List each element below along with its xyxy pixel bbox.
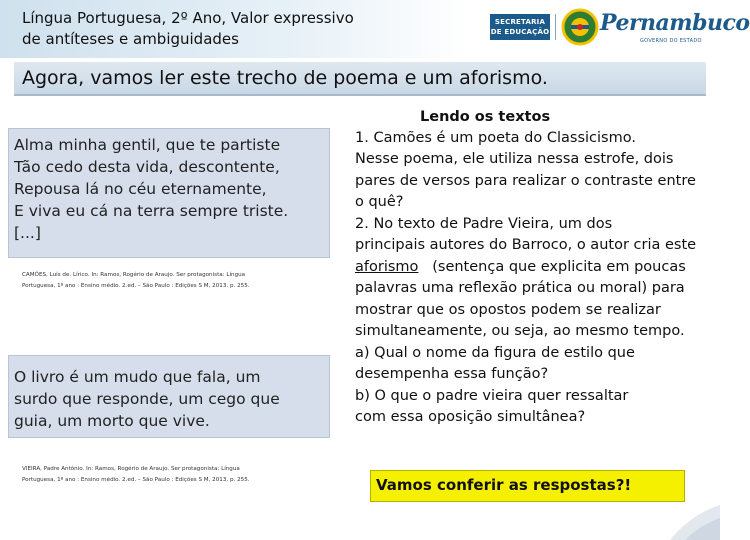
header-title-line-2: de antíteses e ambiguidades <box>22 30 239 48</box>
subtitle-text: Agora, vamos ler este trecho de poema e um aforismo. <box>22 67 548 89</box>
aphorism-citation-line-2: Portuguesa, 1º ano : Ensino médio. 2.ed. – São Paulo : Edições S M, 2013. p. 255. <box>22 477 250 483</box>
reading-line: palavras uma reflexão prática ou moral) para <box>355 280 685 296</box>
aphorism-line: O livro é um mudo que fala, um <box>14 368 261 386</box>
corner-decoration-icon <box>660 500 720 540</box>
reading-line: desempenha essa função? <box>355 366 549 382</box>
reading-heading: Lendo os textos <box>420 109 551 125</box>
slide-header <box>0 0 750 58</box>
state-seal-icon <box>560 7 600 47</box>
reading-line: com essa oposição simultânea? <box>355 409 586 425</box>
poem-line: Repousa lá no céu eternamente, <box>14 180 267 198</box>
header-title-band <box>0 0 470 58</box>
poem-citation-line-2: Portuguesa, 1º ano : Ensino médio. 2.ed. – São Paulo : Edições S M, 2013. p. 255. <box>22 283 250 289</box>
secretaria-logo-line-1: SECRETARIA <box>494 18 546 26</box>
reading-line: 1. Camões é um poeta do Classicismo. <box>355 130 636 146</box>
aforismo-word: aforismo <box>355 259 419 275</box>
reading-line-aforismo <box>355 257 686 278</box>
aphorism-line: surdo que responde, um cego que <box>14 390 280 408</box>
poem-line: [...] <box>14 224 41 242</box>
pernambuco-logo: Pernambuco <box>600 10 750 36</box>
check-answers-button[interactable] <box>370 470 685 502</box>
subtitle-bar <box>14 62 706 96</box>
aphorism-box <box>8 355 330 438</box>
aphorism-citation-line-1: VIEIRA, Padre Antônio. In: Ramos, Rogério de Araujo. Ser protagonista: Língua <box>22 466 240 472</box>
secretaria-logo <box>490 14 550 40</box>
aphorism-line: guia, um morto que vive. <box>14 412 210 430</box>
reading-line: a) Qual o nome da figura de estilo que <box>355 345 635 361</box>
reading-line: principais autores do Barroco, o autor cria este <box>355 237 697 253</box>
aforismo-definition: (sentença que explicita em poucas <box>432 259 686 275</box>
reading-line: b) O que o padre vieira quer ressaltar <box>355 388 629 404</box>
poem-box <box>8 128 330 258</box>
secretaria-logo-line-2: DE EDUCAÇÃO <box>490 28 550 36</box>
reading-line: Nesse poema, ele utiliza nessa estrofe, dois <box>355 151 674 167</box>
reading-line: o quê? <box>355 194 404 210</box>
poem-line: E viva eu cá na terra sempre triste. <box>14 202 289 220</box>
reading-line: pares de versos para realizar o contraste entre <box>355 173 696 189</box>
poem-citation-line-1: CAMÕES, Luís de. Lírico. In: Ramos, Rogério de Araujo. Ser protagonista: Língua <box>22 272 246 278</box>
reading-line: simultaneamente, ou seja, ao mesmo tempo. <box>355 323 685 339</box>
logo-divider <box>555 14 556 40</box>
poem-line: Alma minha gentil, que te partiste <box>14 136 281 154</box>
reading-line: 2. No texto de Padre Vieira, um dos <box>355 216 613 232</box>
check-answers-label: Vamos conferir as respostas?! <box>376 476 632 494</box>
reading-line: mostrar que os opostos podem se realizar <box>355 302 661 318</box>
pernambuco-logo-sub: GOVERNO DO ESTADO <box>640 38 702 44</box>
poem-line: Tão cedo desta vida, descontente, <box>14 158 280 176</box>
header-title-line-1: Língua Portuguesa, 2º Ano, Valor expressivo <box>22 9 354 27</box>
